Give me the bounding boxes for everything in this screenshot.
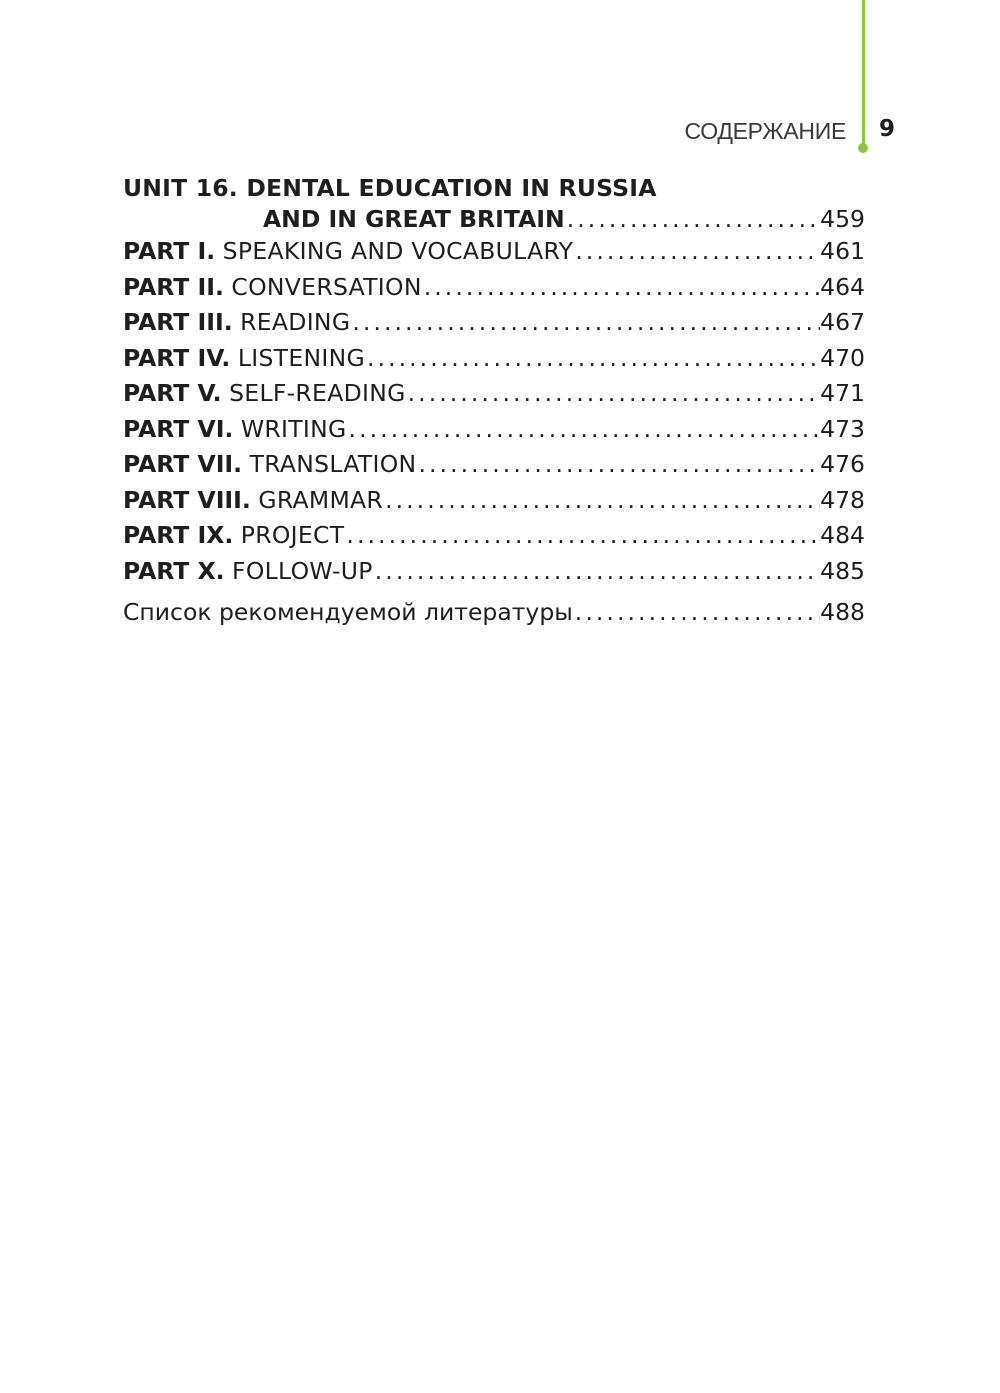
toc-entry-label: [123, 341, 365, 377]
header-accent-dot: [858, 143, 868, 153]
dot-leader: [344, 518, 820, 554]
part-prefix: PART IX.: [123, 521, 234, 549]
toc-entry-label: [123, 234, 573, 270]
part-prefix: PART III.: [123, 308, 233, 336]
references-title: Список рекомендуемой литературы: [123, 598, 573, 626]
toc-entry-label: [123, 376, 406, 412]
part-prefix: PART VI.: [123, 414, 234, 443]
toc-entry-part-3[interactable]: [123, 305, 865, 341]
toc-entry-part-8[interactable]: [123, 483, 865, 519]
toc-page-number: 484: [820, 521, 865, 549]
dot-leader: [565, 204, 820, 234]
part-title: TRANSLATION: [249, 450, 417, 478]
toc-page-number: 464: [820, 272, 865, 301]
toc-entry-label: [123, 554, 373, 590]
toc-entry-references[interactable]: [123, 595, 865, 631]
dot-leader: [383, 483, 820, 519]
page-number: 9: [879, 116, 896, 142]
dot-leader: [347, 412, 821, 448]
toc-entry-part-5[interactable]: [123, 376, 865, 412]
toc-entry-part-9[interactable]: [123, 518, 865, 554]
part-prefix: PART I.: [123, 237, 216, 265]
part-title: READING: [240, 308, 351, 336]
part-title: SPEAKING AND VOCABULARY: [222, 237, 574, 265]
toc-entry-part-2[interactable]: [123, 270, 865, 306]
part-prefix: PART VII.: [123, 450, 243, 478]
part-title: CONVERSATION: [231, 272, 422, 301]
part-prefix: PART II.: [123, 272, 224, 301]
toc-entry-part-6[interactable]: [123, 412, 865, 448]
running-header: СОДЕРЖАНИЕ: [684, 118, 846, 144]
toc-entry-part-7[interactable]: [123, 447, 865, 483]
toc-page-number: 461: [820, 237, 865, 265]
part-title: WRITING: [240, 414, 347, 443]
toc-page-number: 476: [820, 450, 865, 478]
dot-leader: [422, 270, 820, 306]
header-accent-line: [862, 0, 865, 148]
unit-title-line2: AND IN GREAT BRITAIN: [263, 205, 565, 233]
dot-leader: [573, 234, 820, 270]
toc-entry-label: [123, 483, 383, 519]
toc-page-number: 470: [820, 343, 865, 372]
toc-page-number: 471: [820, 379, 865, 407]
toc-entry-part-10[interactable]: [123, 554, 865, 590]
toc-page-number: 485: [820, 556, 865, 585]
toc-page-number: 467: [820, 308, 865, 336]
dot-leader: [416, 447, 820, 483]
part-title: PROJECT: [240, 521, 345, 549]
toc-entry-part-4[interactable]: [123, 341, 865, 377]
dot-leader: [365, 341, 820, 377]
part-prefix: PART V.: [123, 379, 222, 407]
toc-entry-unit[interactable]: [123, 204, 865, 234]
toc-page-number: 478: [820, 485, 865, 514]
toc-page-number: 459: [820, 205, 865, 233]
part-prefix: PART VIII.: [123, 485, 251, 514]
dot-leader: [373, 554, 820, 590]
toc-entry-label: [123, 447, 416, 483]
toc-entry-label: [123, 518, 344, 554]
toc-entry-label: [123, 305, 350, 341]
part-prefix: PART X.: [123, 556, 225, 585]
toc-entry-part-1[interactable]: [123, 234, 865, 270]
table-of-contents: [123, 172, 865, 631]
dot-leader: [350, 305, 820, 341]
unit-title-line1: UNIT 16. DENTAL EDUCATION IN RUSSIA: [123, 174, 657, 202]
part-title: GRAMMAR: [258, 485, 384, 514]
toc-entry-label: [123, 412, 347, 448]
toc-page-number: 488: [820, 598, 865, 626]
toc-entry-label: [123, 270, 422, 306]
part-prefix: PART IV.: [123, 343, 231, 372]
dot-leader: [406, 376, 821, 412]
part-title: LISTENING: [237, 343, 365, 372]
dot-leader: [573, 595, 820, 631]
toc-page-number: 473: [820, 414, 865, 443]
part-title: SELF-READING: [229, 379, 406, 407]
part-title: FOLLOW-UP: [232, 556, 373, 585]
